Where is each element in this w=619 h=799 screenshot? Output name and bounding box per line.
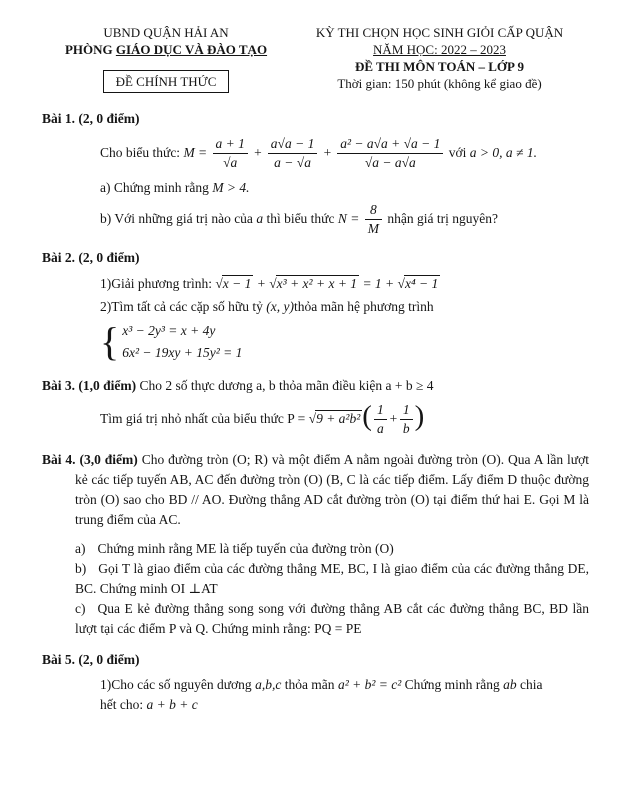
bai1-title: Bài 1. (2, 0 điểm) [42, 111, 140, 126]
bai1-intro: Cho biểu thức: [100, 145, 181, 160]
exam-duration: Thời gian: 150 phút (không kể giao đề) [337, 76, 542, 91]
bai4-text: Cho đường tròn (O; R) và một điểm A nằm ngoài đường tròn (O). Qua A lần lượt kẻ các tiếp tuyến AB, AC đến đường tròn (O) (B, C là các tiếp điểm. Lấy điểm D thuộc đường tròn (O) sao cho BD // AO. Đường thẳng AD cắt đường tròn (O) tại điểm thứ hai E. Gọi M là trung điểm của AC. [75, 451, 590, 527]
bai1-m-lhs: M = [183, 145, 208, 160]
department-name: PHÒNG GIÁO DỤC VÀ ĐÀO TẠO [64, 42, 268, 57]
bai2-item1-label: 1)Giải phương trình: [100, 275, 212, 291]
variable-a: a [256, 211, 264, 226]
radical-p: √ 9 + a²b² [309, 411, 363, 426]
radical-3: √ x⁴ − 1 [398, 276, 441, 291]
bai3-expression-line [100, 401, 589, 437]
bai1-n-lhs: N = [337, 211, 360, 226]
bai5-title: Bài 5. (2, 0 điểm) [42, 651, 140, 667]
bai3-fraction-1: $\frac{1}{a}$ [374, 401, 387, 437]
bai5-line1: 1)Cho các số nguyên dương a,b,c thỏa mãn a² + b² = c² Chứng minh rằng ab chia [100, 676, 543, 692]
item-label: a) [75, 540, 86, 556]
bai1-fraction-1: $\frac{a + 1}{√a}$ [213, 135, 248, 171]
plus-operator: + [388, 410, 398, 426]
plus-operator: + [322, 145, 332, 160]
official-exam-box: ĐỀ CHÍNH THỨC [103, 70, 230, 93]
equals-part: = 1 + [362, 275, 395, 291]
bai1-fraction-3: $\frac{\text{a² − a√a + √a − 1}}{√a - a√a}$ [337, 135, 443, 171]
system-equation-1: x³ − 2y³ = x + 4y [122, 322, 216, 338]
radical-2: √ x³ + x² + x + 1 [269, 276, 359, 291]
official-exam-box-wrap [42, 58, 290, 93]
bai1-n-fraction: $\frac{8}{M}$ [365, 201, 382, 237]
bai3-find-pre: Tìm giá trị nhỏ nhất của biểu thức P = [100, 410, 306, 426]
bai4-title: Bài 4. (3,0 điểm) [42, 451, 138, 467]
bai2-item2: 2)Tìm tất cả các cặp số hữu tỷ (x, y)thỏa mãn hệ phương trình [100, 298, 434, 314]
exam-name: KỲ THI CHỌN HỌC SINH GIỎI CẤP QUẬN [315, 25, 564, 40]
pair-xy: (x, y) [266, 298, 294, 314]
bai1-item-b: b) Với những giá trị nào của a thì biểu thức N = $\frac{8}{M}$ nhận giá trị nguyên? [100, 202, 498, 236]
bai1-item-a: a) Chứng minh rằng M > 4. [100, 180, 250, 195]
pythagoras-equation: a² + b² = c² [337, 676, 402, 692]
bai4-item-b: b) Gọi T là giao điểm của các đường thẳng ME, BC, I là giao điểm của các đường thẳng DE, BC. Chứng minh OI ⊥AT [75, 560, 589, 596]
bai2-equation-system [100, 320, 589, 364]
radical-1: √ x − 1 [215, 276, 253, 291]
item-label: b) [75, 560, 87, 576]
product-ab: ab [503, 676, 517, 692]
exam-subject: ĐỀ THI MÔN TOÁN – LỚP 9 [354, 59, 525, 74]
bai4-item-c: c) Qua E kẻ đường thẳng song song với đường thẳng AB cắt các đường thẳng BC, BD lần lượt tại các điểm P và Q. Chứng minh rằng: PQ = PE [75, 600, 589, 636]
bai1-expression-line [100, 135, 589, 171]
open-paren: ( [362, 400, 372, 433]
plus-operator: + [253, 145, 263, 160]
sum-abc: a + b + c [146, 696, 198, 712]
bai4-item-a: a) Chứng minh rằng ME là tiếp tuyến của đường tròn (O) [75, 540, 394, 556]
item-label: c) [75, 600, 86, 616]
variables-abc: a,b,c [255, 676, 282, 692]
header-right-block [290, 24, 589, 92]
bai5-line2: hết cho: a + b + c [100, 696, 198, 712]
bai1-condition: a > 0, a ≠ 1. [469, 145, 537, 160]
plus-operator: + [256, 275, 266, 291]
header-left-block [42, 24, 290, 93]
system-brace: { [100, 318, 120, 364]
close-paren: ) [414, 400, 425, 433]
system-equations [122, 320, 242, 364]
bai2-title: Bài 2. (2, 0 điểm) [42, 250, 140, 265]
bai2-equation-line [100, 273, 589, 294]
exam-header [42, 24, 589, 93]
issuing-authority: UBND QUẬN HẢI AN [103, 25, 229, 40]
bai4-paragraph [42, 450, 589, 530]
school-year: NĂM HỌC: 2022 – 2023 [373, 42, 506, 57]
system-equation-2: 6x² − 19xy + 15y² = 1 [122, 344, 243, 360]
bai3-intro: Cho 2 số thực dương a, b thỏa mãn điều kiện a + b ≥ 4 [139, 377, 434, 393]
bai1-fraction-2: $\frac{a√a - 1}{a - √a}$ [268, 135, 318, 171]
bai3-statement [42, 376, 589, 396]
bai1-condition-pre: với [448, 145, 467, 160]
bai3-title: Bài 3. (1,0 điểm) [42, 377, 137, 393]
bai3-fraction-2: $\frac{1}{b}$ [400, 401, 413, 437]
